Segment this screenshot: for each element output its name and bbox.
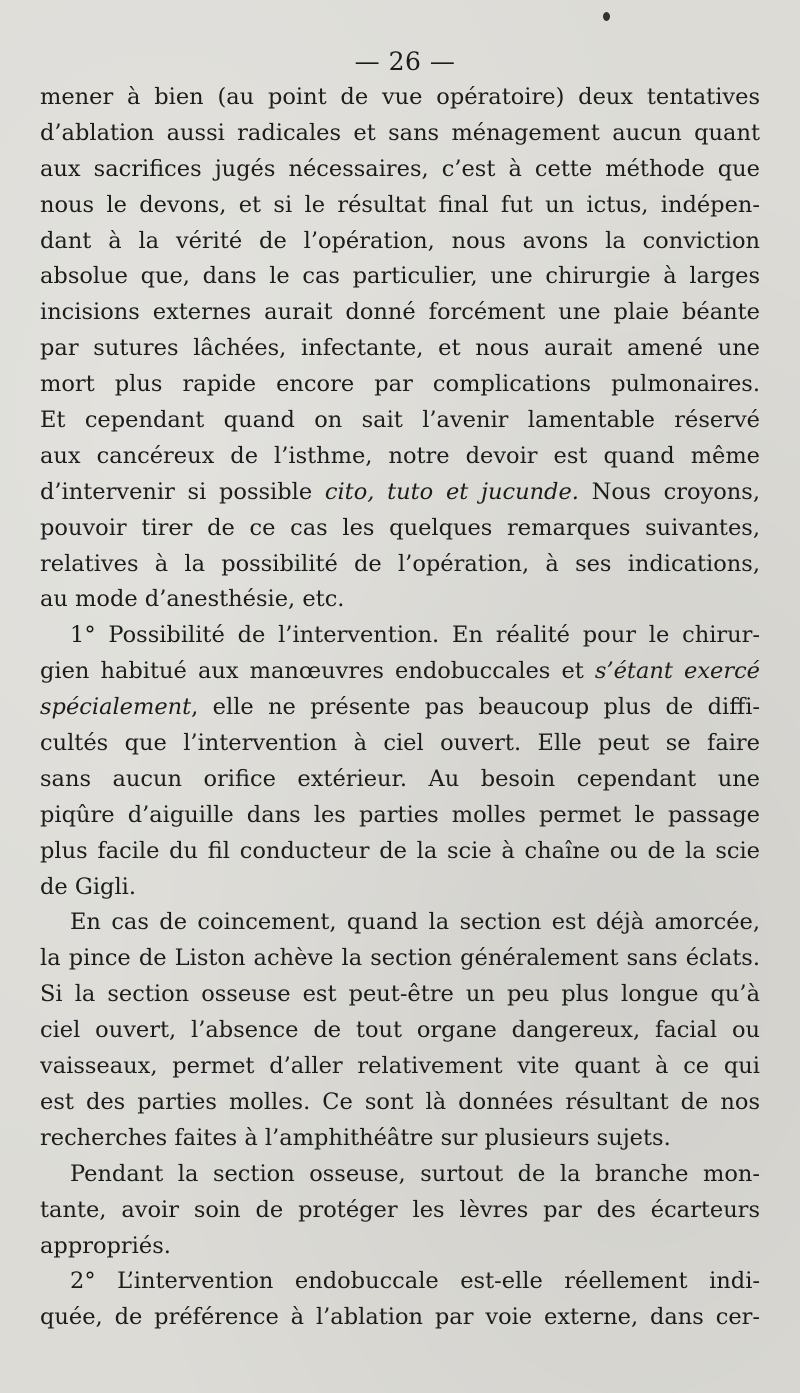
text-line: pouvoir tirer de ce cas les quelques remarques suivantes, [40, 514, 760, 541]
text-line: sans aucun orifice extérieur. Au besoin cependant une [40, 765, 760, 792]
text-line: Pendant la section osseuse, surtout de la branche mon- [70, 1160, 760, 1187]
text-run: d’intervenir si possible [40, 478, 325, 505]
text-line: quée, de préférence à l’ablation par voie externe, dans cer- [40, 1304, 760, 1331]
text-line: tante, avoir soin de protéger les lèvres par des écarteurs [40, 1196, 760, 1223]
text-line: est des parties molles. Ce sont là données résultant de nos [40, 1088, 760, 1115]
text-line [40, 654, 760, 690]
text-line: appropriés. [40, 1232, 171, 1259]
book-page [40, 44, 760, 1336]
text-line: absolue que, dans le cas particulier, une chirurgie à larges [40, 263, 760, 290]
text-line: Et cependant quand on sait l’avenir lamentable réservé [40, 407, 760, 434]
text-line: ciel ouvert, l’absence de tout organe dangereux, facial ou [40, 1017, 760, 1044]
text-line: recherches faites à l’amphithéâtre sur plusieurs sujets. [40, 1124, 671, 1151]
text-line: relatives à la possibilité de l’opération, à ses indications, [40, 550, 760, 577]
text-line: aux cancéreux de l’isthme, notre devoir est quand même [40, 442, 760, 469]
text-line: nous le devons, et si le résultat final fut un ictus, indépen- [40, 191, 760, 218]
text-line: la pince de Liston achève la section généralement sans éclats. [40, 945, 760, 972]
text-line: dant à la vérité de l’opération, nous avons la conviction [40, 227, 760, 254]
text-line: piqûre d’aiguille dans les parties molles permet le passage [40, 801, 760, 828]
text-line: cultés que l’intervention à ciel ouvert. Elle peut se faire [40, 730, 760, 757]
italic-phrase: cito, tuto et jucunde. [324, 478, 579, 505]
text-line: mort plus rapide encore par complications pulmonaires. [40, 371, 760, 398]
italic-phrase: spécialement [40, 694, 192, 721]
body-text [40, 80, 760, 1336]
text-run: gien habitué aux manœuvres endobuccales et [40, 658, 595, 685]
text-line: 1° Possibilité de l’intervention. En réalité pour le chirur- [70, 622, 760, 649]
text-line: En cas de coincement, quand la section est déjà amorcée, [70, 909, 760, 936]
italic-phrase: s’étant exercé [594, 658, 760, 685]
text-line: d’ablation aussi radicales et sans ménagement aucun quant [40, 119, 760, 146]
text-line: mener à bien (au point de vue opératoire) deux tentatives [40, 84, 760, 110]
text-line: par sutures lâchées, infectante, et nous aurait amené une [40, 335, 760, 362]
text-run: Nous croyons, [578, 478, 760, 505]
text-line: aux sacrifices jugés nécessaires, c’est à cette méthode que [40, 155, 760, 182]
text-line: incisions externes aurait donné forcément une plaie béante [40, 299, 760, 326]
text-run: , elle ne présente pas beaucoup plus de diffi- [191, 694, 760, 721]
text-line: 2° L’intervention endobuccale est-elle réellement indi- [70, 1268, 760, 1295]
text-line: au mode d’anesthésie, etc. [40, 586, 345, 613]
ink-speck [603, 12, 610, 21]
text-line: vaisseaux, permet d’aller relativement vite quant à ce qui [40, 1053, 760, 1080]
page-number: — 26 — [354, 47, 456, 76]
text-line [40, 475, 760, 511]
text-line [40, 690, 760, 726]
text-line: de Gigli. [40, 873, 136, 900]
text-line: Si la section osseuse est peut-être un peu plus longue qu’à [40, 981, 760, 1008]
text-line: plus facile du fil conducteur de la scie à chaîne ou de la scie [40, 837, 760, 864]
